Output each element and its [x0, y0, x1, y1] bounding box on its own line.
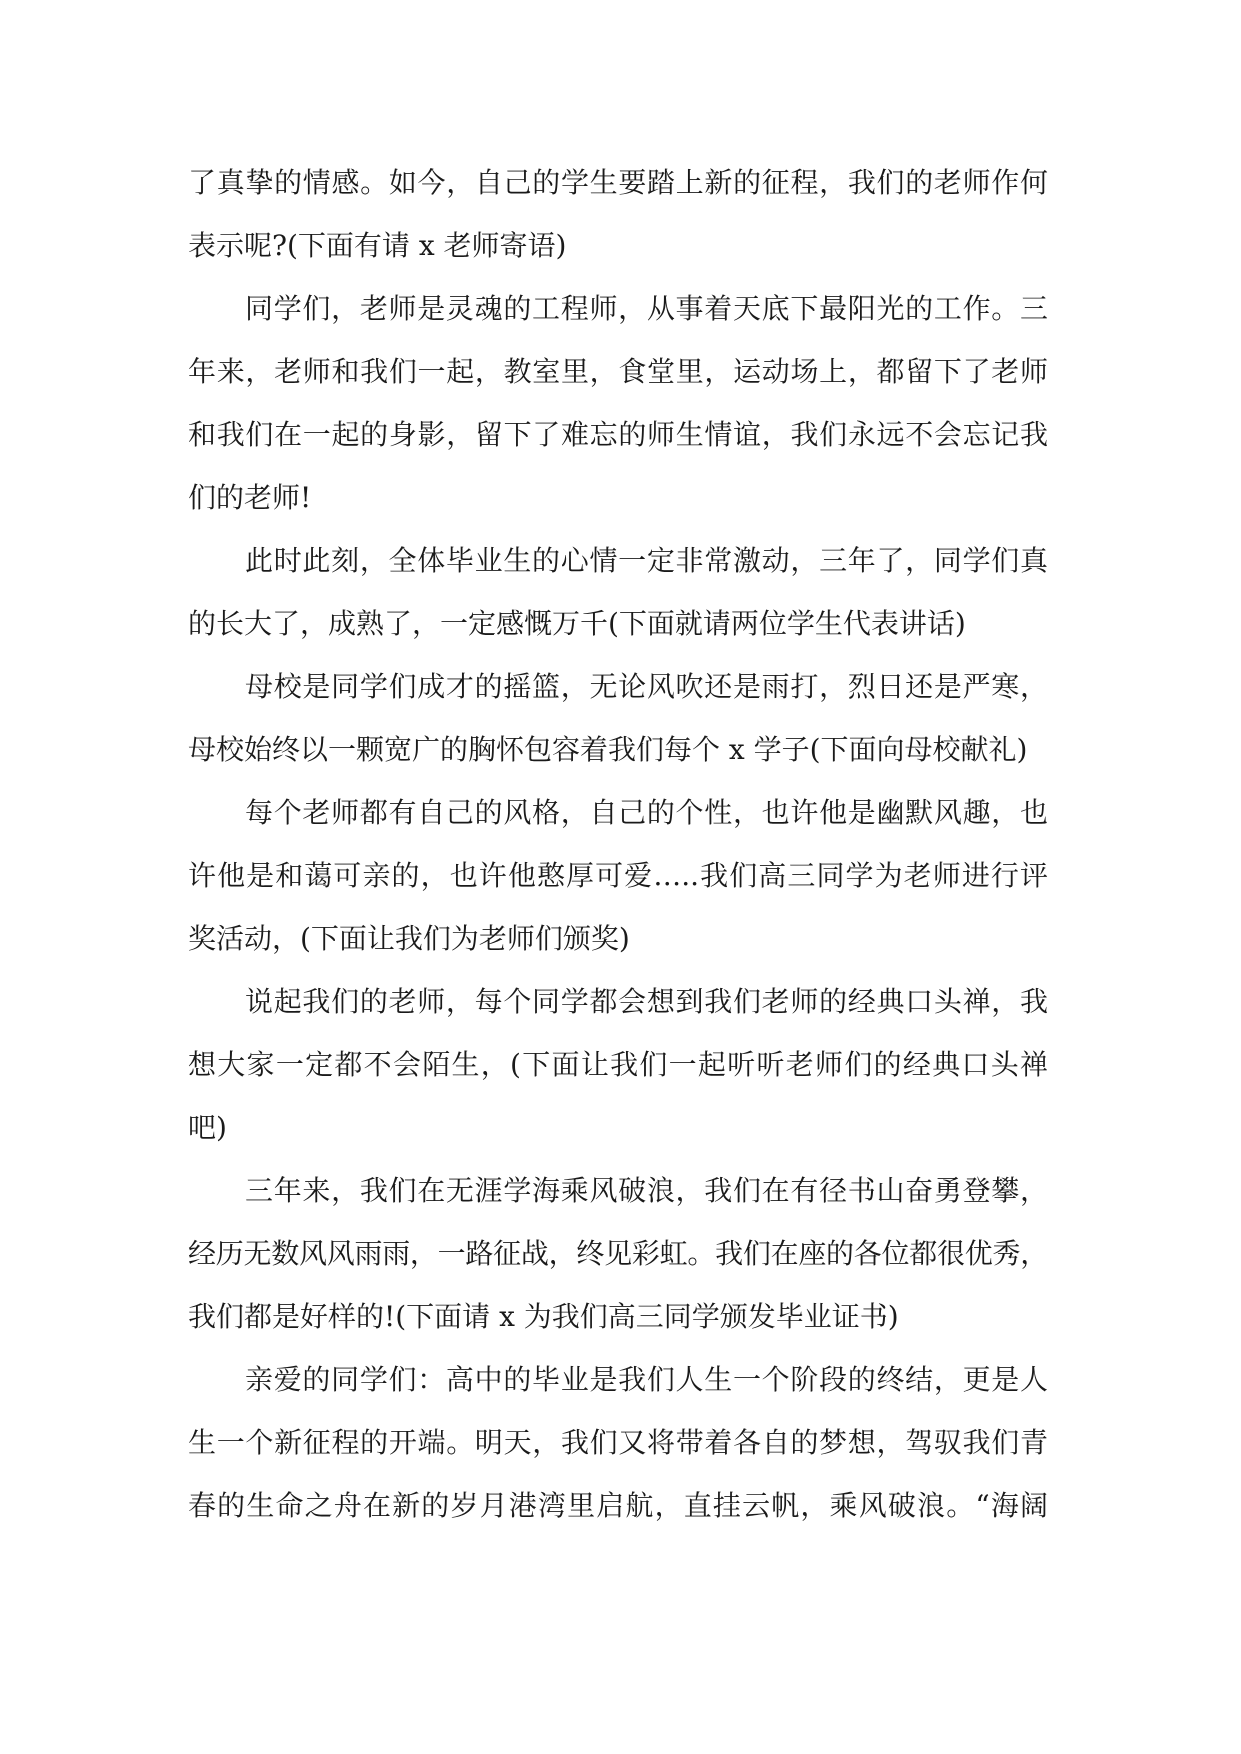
- text-line: 和我们在一起的身影，留下了难忘的师生情谊，我们永远不会忘记我: [188, 418, 1048, 451]
- text-line: 我们都是好样的!(下面请 x 为我们高三同学颁发毕业证书): [188, 1300, 899, 1333]
- text-line: 许他是和蔼可亲的，也许他憨厚可爱…..我们高三同学为老师进行评: [188, 859, 1048, 892]
- text-line: 亲爱的同学们：高中的毕业是我们人生一个阶段的终结，更是人: [245, 1363, 1048, 1396]
- paragraph: [188, 277, 1048, 529]
- paragraph: [188, 529, 1048, 655]
- text-line: 们的老师!: [188, 481, 312, 514]
- text-line: 表示呢?(下面有请 x 老师寄语): [188, 229, 567, 262]
- text-line: 了真挚的情感。如今，自己的学生要踏上新的征程，我们的老师作何: [188, 166, 1048, 199]
- text-line: 三年来，我们在无涯学海乘风破浪，我们在有径书山奋勇登攀，: [245, 1174, 1048, 1207]
- text-line: 的长大了，成熟了，一定感慨万千(下面就请两位学生代表讲话): [188, 607, 966, 640]
- text-line: 说起我们的老师，每个同学都会想到我们老师的经典口头禅，我: [245, 985, 1048, 1018]
- body-text: [188, 151, 1048, 1537]
- text-line: 每个老师都有自己的风格，自己的个性，也许他是幽默风趣，也: [245, 796, 1048, 829]
- paragraph: [188, 151, 1048, 277]
- text-line: 经历无数风风雨雨，一路征战，终见彩虹。我们在座的各位都很优秀，: [188, 1237, 1048, 1270]
- text-line: 吧): [188, 1111, 227, 1144]
- text-line: 同学们，老师是灵魂的工程师，从事着天底下最阳光的工作。三: [245, 292, 1048, 325]
- text-line: 想大家一定都不会陌生，(下面让我们一起听听老师们的经典口头禅: [188, 1048, 1048, 1081]
- text-line: 此时此刻，全体毕业生的心情一定非常激动，三年了，同学们真: [245, 544, 1048, 577]
- paragraph: [188, 970, 1048, 1159]
- text-line: 春的生命之舟在新的岁月港湾里启航，直挂云帆，乘风破浪。“海阔: [188, 1489, 1048, 1522]
- text-line: 母校始终以一颗宽广的胸怀包容着我们每个 x 学子(下面向母校献礼): [188, 733, 1028, 766]
- text-line: 母校是同学们成才的摇篮，无论风吹还是雨打，烈日还是严寒，: [245, 670, 1048, 703]
- paragraph: [188, 1348, 1048, 1537]
- paragraph: [188, 655, 1048, 781]
- text-line: 年来，老师和我们一起，教室里，食堂里，运动场上，都留下了老师: [188, 355, 1048, 388]
- text-line: 奖活动，(下面让我们为老师们颁奖): [188, 922, 630, 955]
- paragraph: [188, 1159, 1048, 1348]
- text-line: 生一个新征程的开端。明天，我们又将带着各自的梦想，驾驭我们青: [188, 1426, 1048, 1459]
- paragraph: [188, 781, 1048, 970]
